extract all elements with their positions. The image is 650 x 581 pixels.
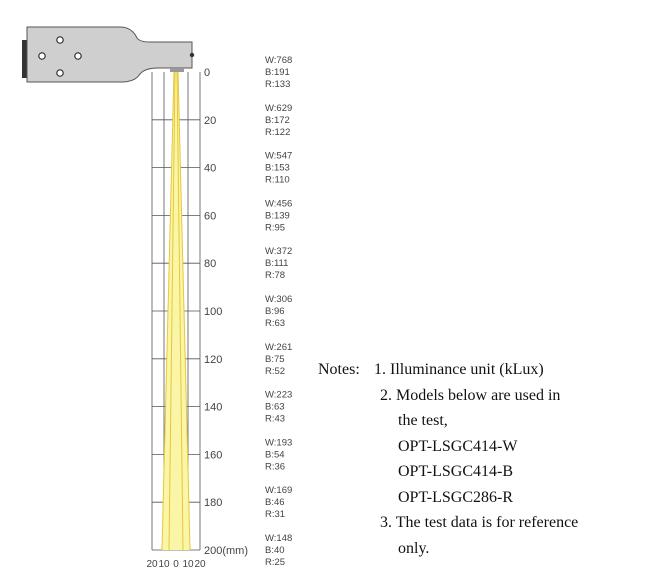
illuminance-reading-b: B:54 <box>265 449 285 461</box>
note-3-line-b: only. <box>398 539 430 557</box>
illuminance-reading-w: W:148 <box>265 533 293 544</box>
mount-hole <box>57 37 63 43</box>
mount-hole <box>57 70 63 76</box>
illuminance-reading-r: R:63 <box>265 318 286 329</box>
width-tick-label: 0 <box>173 559 179 570</box>
illuminance-reading-r: R:133 <box>265 79 291 90</box>
distance-tick-label: 100 <box>204 306 223 318</box>
illuminance-reading-r: R:95 <box>265 222 286 234</box>
device-body <box>27 27 192 82</box>
distance-tick-label: 120 <box>204 353 223 366</box>
emitter-window <box>170 68 184 72</box>
distance-tick-label: 80 <box>204 258 217 271</box>
illuminance-reading-w: W:169 <box>265 485 293 497</box>
width-tick-label: 20 <box>194 559 206 570</box>
illuminance-reading-w: W:261 <box>265 341 293 353</box>
note-2-line-b: the test, <box>398 412 448 429</box>
distance-tick-label: 200(mm) <box>204 545 249 557</box>
notes-prefix: Notes: <box>318 361 360 378</box>
connector-dot <box>190 53 194 57</box>
illuminance-reading-b: B:46 <box>265 497 285 509</box>
light-head-icon <box>22 27 194 82</box>
illuminance-reading-b: B:153 <box>265 162 290 174</box>
illuminance-reading-w: W:372 <box>265 246 293 258</box>
mount-hole <box>75 53 81 59</box>
illuminance-reading-r: R:52 <box>265 365 286 377</box>
illuminance-reading-w: W:547 <box>265 150 293 162</box>
illuminance-reading-b: B:191 <box>265 67 290 78</box>
illuminance-reading-r: R:31 <box>265 509 286 521</box>
illuminance-reading-r: R:110 <box>265 174 290 186</box>
illuminance-reading-w: W:223 <box>265 389 293 401</box>
mount-hole <box>39 53 45 59</box>
illuminance-reading-w: W:768 <box>265 55 293 66</box>
distance-tick-label: 0 <box>204 67 211 79</box>
illuminance-reading-r: R:36 <box>265 461 286 473</box>
model-name: OPT-LSGC286-R <box>398 488 513 506</box>
distance-tick-label: 140 <box>204 401 223 414</box>
distance-tick-label: 60 <box>204 210 217 223</box>
width-tick-label: 10 <box>182 559 194 570</box>
illuminance-reading-w: W:629 <box>265 102 293 114</box>
width-tick-label: 10 <box>158 559 170 570</box>
notes-block <box>318 357 638 561</box>
note-3-line-a: 3. The test data is for reference <box>380 514 579 531</box>
note-1: 1. Illuminance unit (kLux) <box>374 361 544 378</box>
illuminance-reading-b: B:96 <box>265 306 285 317</box>
note-2-line-a: 2. Models below are used in <box>380 386 561 404</box>
distance-tick-label: 180 <box>204 497 223 510</box>
illuminance-reading-r: R:25 <box>265 557 286 568</box>
illuminance-reading-b: B:75 <box>265 353 285 365</box>
width-tick-labels <box>146 559 206 570</box>
illuminance-reading-b: B:40 <box>265 545 285 556</box>
illuminance-reading-b: B:139 <box>265 210 290 222</box>
illuminance-readings <box>265 55 292 568</box>
illuminance-reading-b: B:63 <box>265 401 285 413</box>
illuminance-reading-r: R:122 <box>265 126 291 138</box>
illuminance-reading-b: B:111 <box>265 258 289 270</box>
illuminance-reading-r: R:43 <box>265 413 286 425</box>
distance-tick-label: 20 <box>204 114 217 127</box>
illuminance-reading-w: W:306 <box>265 294 293 305</box>
model-name: OPT-LSGC414-B <box>398 463 513 480</box>
distance-tick-label: 160 <box>204 449 223 462</box>
distance-tick-label: 40 <box>204 162 217 175</box>
illuminance-reading-w: W:193 <box>265 437 293 449</box>
width-tick-label: 20 <box>146 559 158 570</box>
illuminance-reading-b: B:172 <box>265 114 290 126</box>
distance-tick-labels <box>204 67 248 557</box>
illuminance-reading-w: W:456 <box>265 198 293 210</box>
illuminance-reading-r: R:78 <box>265 270 286 282</box>
model-name: OPT-LSGC414-W <box>398 437 518 455</box>
